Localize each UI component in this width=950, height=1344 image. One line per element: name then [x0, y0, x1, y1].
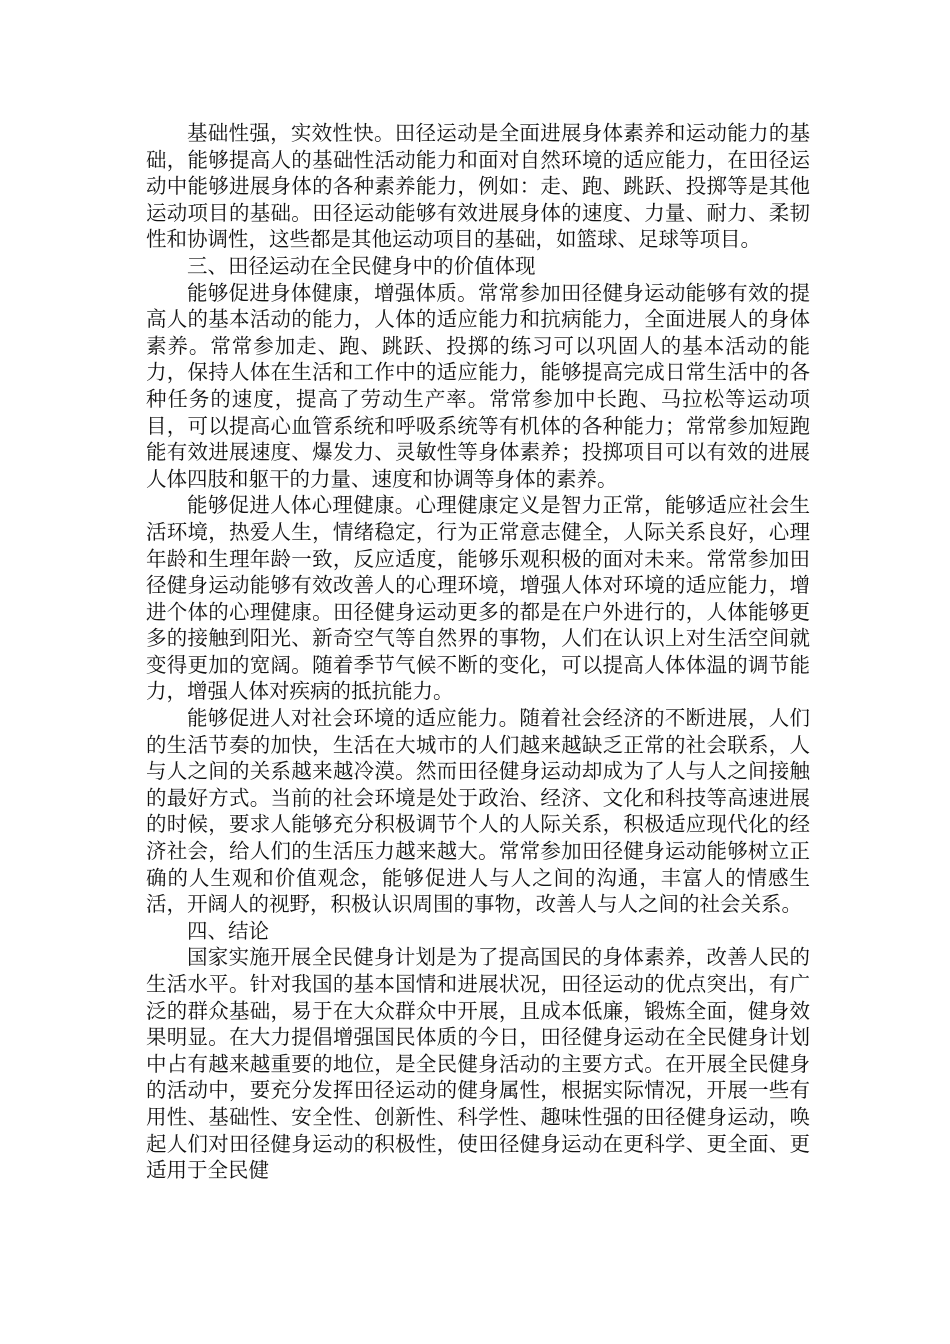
- paragraph-conclusion: 国家实施开展全民健身计划是为了提高国民的身体素养，改善人民的生活水平。针对我国的基本国情和进展状况，田径运动的优点突出，有广泛的群众基础，易于在大众群众中开展，且成本低廉，锻炼全面，健身效果明显。在大力提倡增强国民体质的今日，田径健身运动在全民健身计划中占有越来越重要的地位，是全民健身活动的主要方式。在开展全民健身的活动中，要充分发挥田径运动的健身属性，根据实际情况，开展一些有用性、基础性、安全性、创新性、科学性、趣味性强的田径健身运动，唤起人们对田径健身运动的积极性，使田径健身运动在更科学、更全面、更适用于全民健: [146, 945, 810, 1183]
- paragraph-social-adaptation: 能够促进人对社会环境的适应能力。随着社会经济的不断进展，人们的生活节奏的加快，生活在大城市的人们越来越缺乏正常的社会联系，人与人之间的关系越来越冷漠。然而田径健身运动却成为了人与人之间接触的最好方式。当前的社会环境是处于政治、经济、文化和科技等高速进展的时候，要求人能够充分积极调节个人的人际关系，积极适应现代化的经济社会，给人们的生活压力越来越大。常常参加田径健身运动能够树立正确的人生观和价值观念，能够促进人与人之间的沟通，丰富人的情感生活，开阔人的视野，积极认识周围的事物，改善人与人之间的社会关系。: [146, 706, 810, 917]
- document-body: [146, 120, 810, 1184]
- section-heading-conclusion: 四、结论: [187, 918, 269, 943]
- section-heading-value: 三、田径运动在全民健身中的价值体现: [187, 253, 536, 278]
- paragraph-basic-features: 基础性强，实效性快。田径运动是全面进展身体素养和运动能力的基础，能够提高人的基础性活动能力和面对自然环境的适应能力，在田径运动中能够进展身体的各种素养能力，例如：走、跑、跳跃、投掷等是其他运动项目的基础。田径运动能够有效进展身体的速度、力量、耐力、柔韧性和协调性，这些都是其他运动项目的基础，如篮球、足球等项目。: [146, 121, 810, 252]
- paragraph-mental-health: 能够促进人体心理健康。心理健康定义是智力正常，能够适应社会生活环境，热爱人生，情绪稳定，行为正常意志健全，人际关系良好，心理年龄和生理年龄一致，反应适度，能够乐观积极的面对未来。常常参加田径健身运动能够有效改善人的心理环境，增强人体对环境的适应能力，增进个体的心理健康。田径健身运动更多的都是在户外进行的，人体能够更多的接触到阳光、新奇空气等自然界的事物，人们在认识上对生活空间就变得更加的宽阔。随着季节气候不断的变化，可以提高人体体温的调节能力，增强人体对疾病的抵抗能力。: [146, 493, 810, 704]
- paragraph-physical-health: 能够促进身体健康，增强体质。常常参加田径健身运动能够有效的提高人的基本活动的能力，人体的适应能力和抗病能力，全面进展人的身体素养。常常参加走、跑、跳跃、投掷的练习可以巩固人的基本活动的能力，保持人体在生活和工作中的适应能力，能够提高完成日常生活中的各种任务的速度，提高了劳动生产率。常常参加中长跑、马拉松等运动项目，可以提高心血管系统和呼吸系统等有机体的各种能力；常常参加短跑能有效进展速度、爆发力、灵敏性等身体素养；投掷项目可以有效的进展人体四肢和躯干的力量、速度和协调等身体的素养。: [146, 280, 810, 491]
